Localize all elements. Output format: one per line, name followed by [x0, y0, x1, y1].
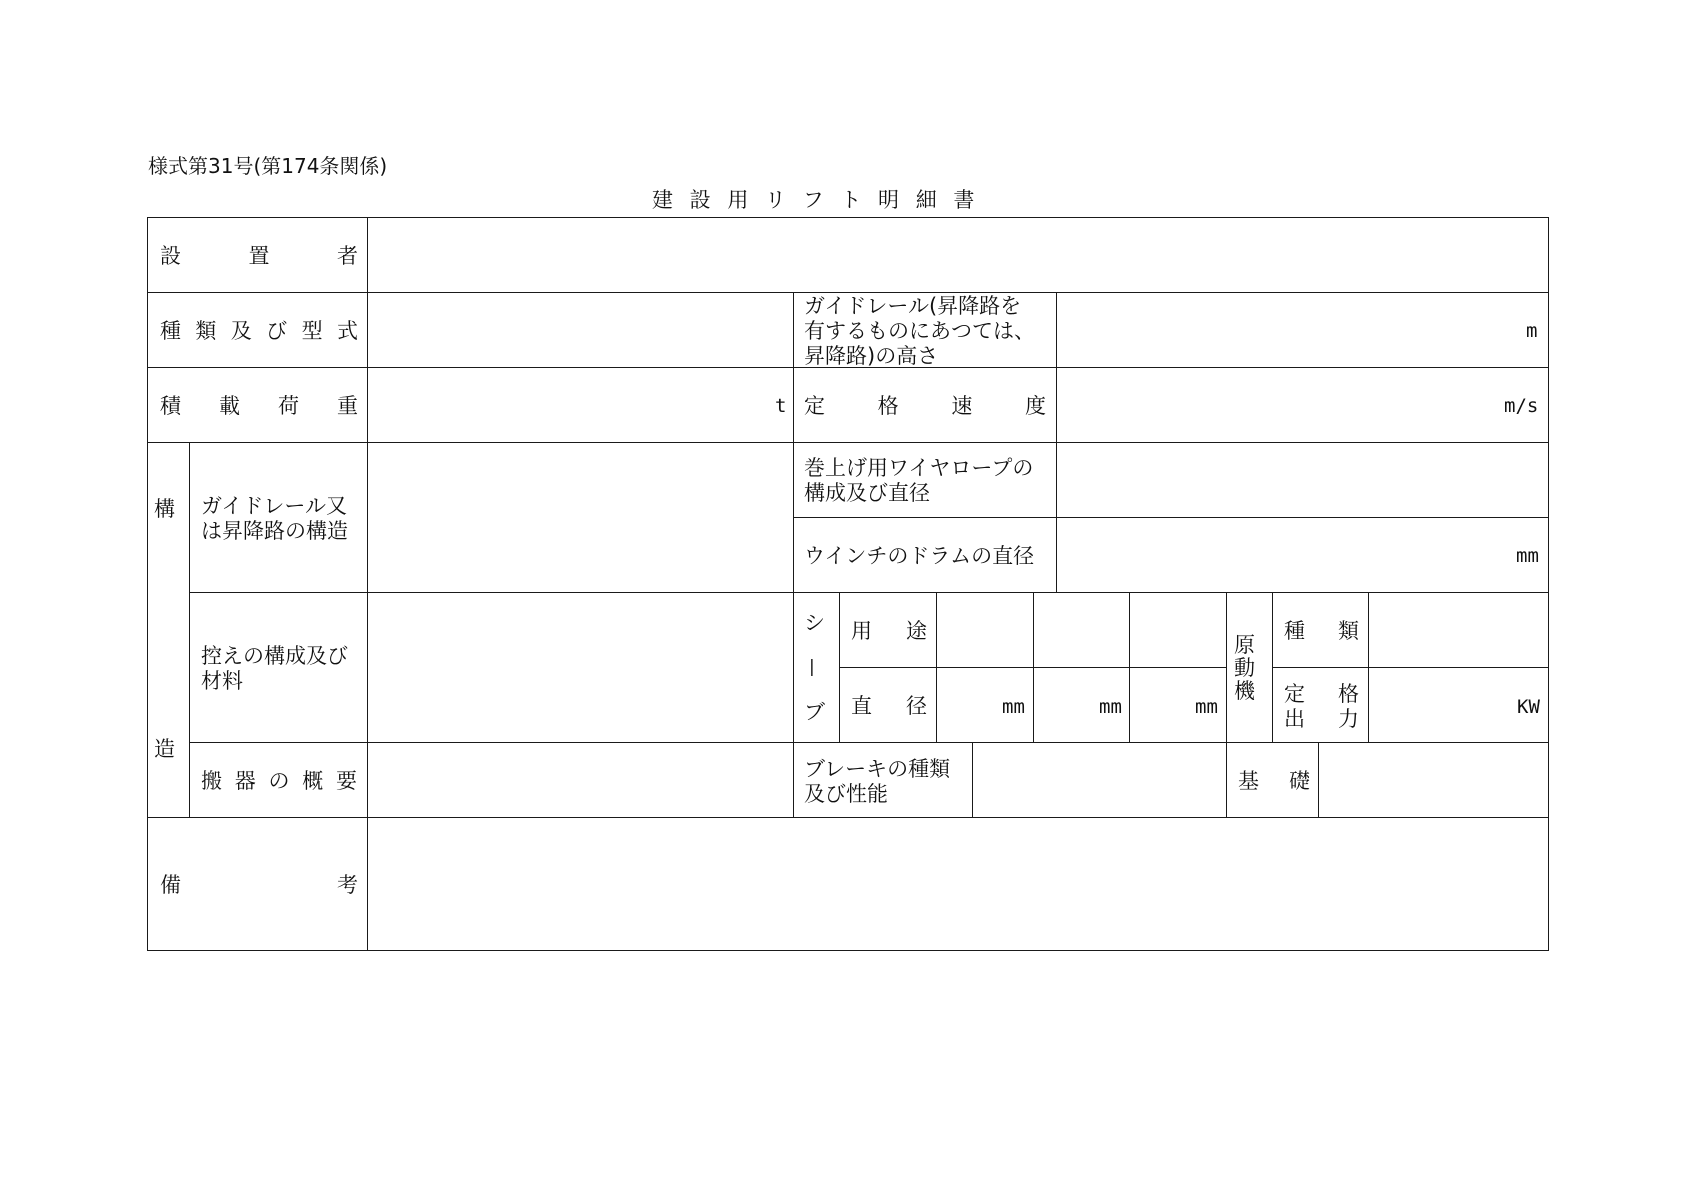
rule — [147, 950, 1549, 951]
label-winch-drum: ウインチのドラムの直径 — [804, 544, 1035, 568]
rule — [1226, 592, 1227, 817]
rule — [189, 442, 190, 817]
unit-speed: m/s — [1504, 395, 1539, 417]
label-installer: 設 置 者 — [160, 244, 358, 268]
label-sheave-3: ブ — [804, 700, 825, 724]
label-brake-1: ブレーキの種類 — [804, 757, 951, 781]
unit-drum: mm — [1516, 545, 1539, 567]
label-type-model: 種 類 及 び 型 式 — [160, 319, 358, 343]
label-guide-rail-height-2: 有するものにあつては、 — [804, 319, 1035, 343]
speed-field[interactable] — [1058, 369, 1547, 441]
stay-field[interactable] — [369, 594, 791, 741]
label-wire-rope-1: 巻上げ用ワイヤロープの — [804, 456, 1034, 480]
installer-field[interactable] — [369, 219, 1547, 291]
label-structure-top: 構 — [154, 497, 175, 521]
label-brake-2: 及び性能 — [804, 782, 888, 806]
label-kind: 種 類 — [1284, 619, 1359, 643]
unit-output: KW — [1517, 696, 1540, 718]
rule — [147, 217, 148, 951]
motor-kind-field[interactable] — [1370, 594, 1547, 666]
label-usage: 用 途 — [851, 619, 927, 643]
unit-sheave-2: mm — [1099, 696, 1122, 718]
label-stay-1: 控えの構成及び — [201, 644, 348, 668]
label-guide-structure-2: は昇降路の構造 — [201, 519, 348, 543]
load-field[interactable] — [369, 369, 791, 441]
carrier-field[interactable] — [369, 744, 791, 816]
label-load-capacity: 積 載 荷 重 — [160, 394, 358, 418]
label-rated-speed: 定 格 速 度 — [804, 394, 1046, 418]
label-sheave-1: シ — [804, 611, 825, 635]
usage-field-3[interactable] — [1131, 594, 1225, 666]
brake-field[interactable] — [974, 744, 1225, 816]
label-foundation: 基 礎 — [1238, 769, 1310, 793]
drum-field[interactable] — [1058, 519, 1547, 591]
label-guide-structure-1: ガイドレール又 — [201, 494, 347, 518]
wire-rope-field[interactable] — [1058, 444, 1547, 516]
label-stay-2: 材料 — [201, 669, 243, 693]
rule — [1548, 217, 1549, 951]
label-prime-mover-3: 機 — [1234, 679, 1255, 703]
usage-field-1[interactable] — [938, 594, 1032, 666]
label-wire-rope-2: 構成及び直径 — [804, 481, 930, 505]
remarks-field[interactable] — [369, 819, 1547, 949]
label-remarks: 備 考 — [160, 873, 358, 897]
unit-load: t — [775, 395, 787, 417]
label-prime-mover-2: 動 — [1234, 656, 1255, 680]
label-prime-mover-1: 原 — [1234, 633, 1255, 657]
label-sheave-2: | — [809, 657, 815, 677]
height-field[interactable] — [1058, 294, 1547, 366]
label-rated: 定 格 — [1284, 682, 1359, 706]
label-output: 出 力 — [1284, 707, 1359, 731]
type-model-field[interactable] — [369, 294, 791, 366]
unit-sheave-1: mm — [1002, 696, 1025, 718]
label-diameter: 直 径 — [851, 694, 927, 718]
rule — [839, 592, 840, 742]
label-structure-bottom: 造 — [154, 737, 175, 761]
unit-height: m — [1526, 320, 1538, 342]
rule — [1272, 592, 1273, 742]
rule — [793, 292, 794, 817]
unit-sheave-3: mm — [1195, 696, 1218, 718]
form-number: 様式第31号(第174条関係) — [148, 154, 388, 178]
usage-field-2[interactable] — [1035, 594, 1128, 666]
label-guide-rail-height-1: ガイドレール(昇降路を — [804, 294, 1022, 318]
label-carrier-outline: 搬 器 の 概 要 — [201, 769, 357, 793]
form-title: 建 設 用 リ フ ト 明 細 書 — [652, 188, 975, 212]
label-guide-rail-height-3: 昇降路)の高さ — [804, 344, 939, 368]
guide-structure-field[interactable] — [369, 444, 791, 591]
foundation-field[interactable] — [1320, 744, 1547, 816]
